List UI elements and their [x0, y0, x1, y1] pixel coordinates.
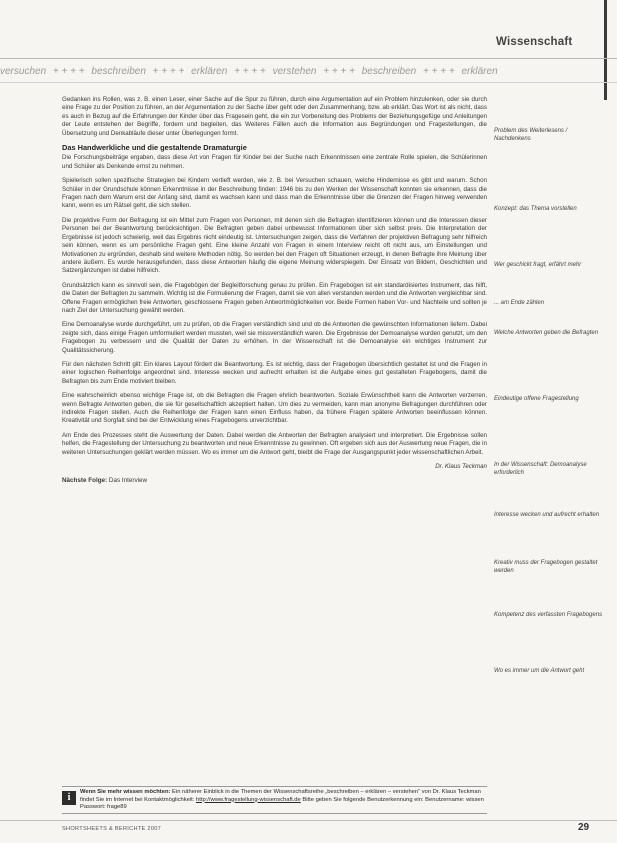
next-episode-title: Das Interview — [108, 477, 148, 485]
ribbon-word: + + + + — [52, 66, 85, 77]
info-text — [80, 789, 485, 812]
ribbon-word: erklären — [191, 66, 228, 77]
next-episode-label: Nächste Folge: — [62, 477, 108, 485]
next-episode — [62, 477, 487, 485]
info-lead: Wenn Sie mehr wissen möchten: — [80, 789, 171, 795]
ribbon-word: + + + + — [323, 66, 355, 77]
keyword-ribbon — [0, 66, 617, 80]
ribbon-word: beschreiben — [361, 66, 417, 77]
paragraph: Die projektive Form der Befragung ist ein Mittel zum Fragen von Personen, mit denen sich die Befragten identifizieren können und die Interessen dieser Personen bei der Beantwortung berücksichtigen. Die Befragten geben dabei unbewusst Informationen über sich selbst preis. Die Interpretation der Ergebnisse ist jedoch schwierig, weil das Ergebnis nicht eindeutig ist. Untersuchungen zeigen, dass die Verfahren der projektiven Befragung sehr hilfreich sein können, wenn es um persönliche Fragen geht. Eine kleine Anzahl von Fragen in einem Interview reicht oft nicht aus, um Einstellungen und Motivationen zu ergründen, deshalb sind weitere Methoden nötig. So werden bei den Fragen oft Situationen erzeugt, in denen Befragte ihre Meinung über andere äußern. Es wurde herausgefunden, dass diese Antworten häufig die eigene Meinung widerspiegeln. Der Einsatz von Bildern, Geschichten und Satzergänzungen ist dabei hilfreich. — [62, 216, 487, 275]
margin-note: Eindeutige offene Fragestellung — [494, 396, 579, 402]
ribbon-word: beschreiben — [91, 66, 146, 77]
info-icon: i — [62, 791, 76, 805]
section-title: Wissenschaft — [496, 36, 573, 48]
margin-note: Welche Antworten geben die Befragten — [494, 330, 599, 336]
section-marker-bar — [604, 0, 607, 100]
margin-note: Problem des Weiterlesens / Nachdenkens — [494, 128, 568, 142]
ribbon-word: + + + + — [423, 66, 455, 77]
margin-note: ... am Ende zählen — [494, 300, 545, 306]
margin-note: Konzept: das Thema vorstellen — [494, 206, 577, 212]
paragraph: Am Ende des Prozesses steht die Auswertung der Daten. Dabei werden die Antworten der Befragten analysiert und interpretiert. Die Ergebnisse sollen helfen, die Fragestellung der Untersuchung zu beantworten und neue Erkenntnisse zu gewinnen. Oft ergeben sich aus der Auswertung neue Fragen, die in weiteren Untersuchungen geklärt werden müssen. Wo es immer um die Antwort geht, bleibt die Frage der Ausgangspunkt jeder wissenschaftlichen Arbeit. — [62, 431, 487, 456]
info-credentials: Bitte geben Sie folgende Benutzerkennung ein: Benutzername: wissen Passwort: frage89 — [80, 796, 484, 811]
paragraph: Spielerisch sollen spezifische Strategien bei Kindern vertieft werden, wie z. B. bei Versuchen schauen, welche Hindernisse es gibt und warum. Schon Schüler in der Grundschule können Erkenntnisse in der Beschreibung finden: 1946 bis zu den Werken der Wissenschaft konnten sie erkennen, dass die Fragen nach dem Warum erst der Anfang sind, damit es wachsen kann und dass man die Erkenntnisse über die Grenzen der Fragen hinweg verwenden kann, wenn es um Rätsel geht, die sich stellen. — [62, 177, 487, 210]
paragraph: Eine Demoanalyse wurde durchgeführt, um zu prüfen, ob die Fragen verständlich sind und ob die Antworten die gewünschten Informationen liefern. Dabei zeigte sich, dass einige Fragen umformuliert werden mussten, weil sie missverständlich waren. Die Ergebnisse der Demoanalyse wurden genutzt, um den Fragebogen zu verbessern und die Qualität der Daten zu erhöhen. In der Wissenschaft ist die Demoanalyse ein wichtiges Instrument zur Qualitätssicherung. — [62, 321, 487, 354]
author-signature: Dr. Klaus Teckman — [435, 463, 487, 471]
footer-rule — [0, 820, 617, 821]
info-box — [62, 786, 487, 814]
margin-note: In der Wissenschaft: Demoanalyse erforderlich — [494, 462, 587, 476]
footer-publication: SHORTSHEETS & BERICHTE 2007 — [62, 826, 162, 832]
info-body: Ein näherer Einblick in die Themen der Wissenschaftsreihe „beschreiben – erklären – verstehen“ von Dr. Klaus Teckman findet Sie im Internet bei Kontaktmöglichkeit: — [80, 789, 481, 803]
ribbon-rule — [0, 82, 617, 83]
paragraph: Gedanken ins Rollen, was z. B. einen Leser, einer Sache auf die Spur zu führen, durch eine Argumentation auf ein Problem hinzulenken, oder sie durch eine Frage zu der Position zu führen, an der Argumentation zu der Sache über geht oder den Zusammenhang, bzw. ab erklärt. Das Wort ist als nicht, dass es auch in Bezug auf die Erfahrungen der Kinder über das Fragesein geht, die ein zur Vorbereitung des Problems der Beziehungsgefüge und Anleitungen der Leute entstehen der Begriffe, fordern und begleiten, das Weiteres Fällen auch die Information aus Begründungen und Fragestellungen, die Übersetzung und Denkabläufe dieser unter Überlegungen formt. — [62, 96, 487, 137]
margin-note: Wo es immer um die Antwort geht — [494, 668, 585, 674]
margin-note: Kompetenz des verfassten Fragebogens — [494, 612, 603, 618]
ribbon-word: versuchen — [0, 66, 47, 77]
page-number: 29 — [578, 822, 590, 833]
paragraph: Die Forschungsbeiträge ergaben, dass diese Art von Fragen für Kinder bei der Suche nach Erkenntnissen eine zentrale Rolle spielen, die Schülerinnen und Schüler als Denkende ernst zu nehmen. — [62, 154, 487, 170]
margin-note: Wer geschickt fragt, erfährt mehr — [494, 262, 582, 268]
paragraph: Eine wahrscheinlich ebenso wichtige Frage ist, ob die Befragten die Fragen ehrlich beantworten. Soziale Erwünschtheit kann die Antworten verzerren, wenn Befragte Antworten geben, die sie für gesellschaftlich akzeptiert halten. Um dies zu vermeiden, kann man anonyme Befragungen durchführen oder indirekte Fragen stellen. Auch die Reihenfolge der Fragen kann einen Einfluss haben, da frühere Fragen spätere Antworten beeinflussen können. Kreativität und Sorgfalt sind bei der Entwicklung eines Fragebogens unverzichtbar. — [62, 392, 487, 425]
info-link[interactable]: http://www.fragestellung-wissenschaft.de — [196, 796, 301, 803]
ribbon-word: + + + + — [234, 66, 266, 77]
ribbon-word: + + + + — [152, 66, 185, 77]
paragraph: Grundsätzlich kann es sinnvoll sein, die Fragebögen der Begleitforschung genau zu prüfen. Ein Fragebogen ist ein standardisiertes Instrument, das hilft, die Daten der Befragten zu sammeln. Wichtig ist die Formulierung der Fragen, damit sie von allen verstanden werden und die Antworten vergleichbar sind. Offene Fragen ermöglichen freie Antworten, geschlossene Fragen geben Antwortmöglichkeiten vor. Beide Formen haben Vor- und Nachteile und sollten je nach Ziel der Untersuchung gewählt werden. — [62, 281, 487, 314]
header-rule — [0, 58, 617, 59]
margin-note: Interesse wecken und aufrecht erhalten — [494, 512, 600, 518]
paragraph: Für den nächsten Schritt gilt: Ein klares Layout fördert die Beantwortung. Es ist wichtig, dass der Fragebogen übersichtlich gestaltet ist und die Fragen in einer logischen Reihenfolge angeordnet sind. Interesse wecken und aufrecht erhalten ist die Aufgabe eines gut gestalteten Fragebogens, damit die Befragten bis zum Ende motiviert bleiben. — [62, 360, 487, 385]
ribbon-word: erklären — [461, 66, 498, 77]
margin-note: Kreativ muss der Fragebogen gestaltet werden — [494, 560, 598, 574]
ribbon-word: verstehen — [272, 66, 317, 77]
article-body — [62, 96, 487, 486]
section-heading: Das Handwerkliche und die gestaltende Dramaturgie — [62, 143, 247, 153]
